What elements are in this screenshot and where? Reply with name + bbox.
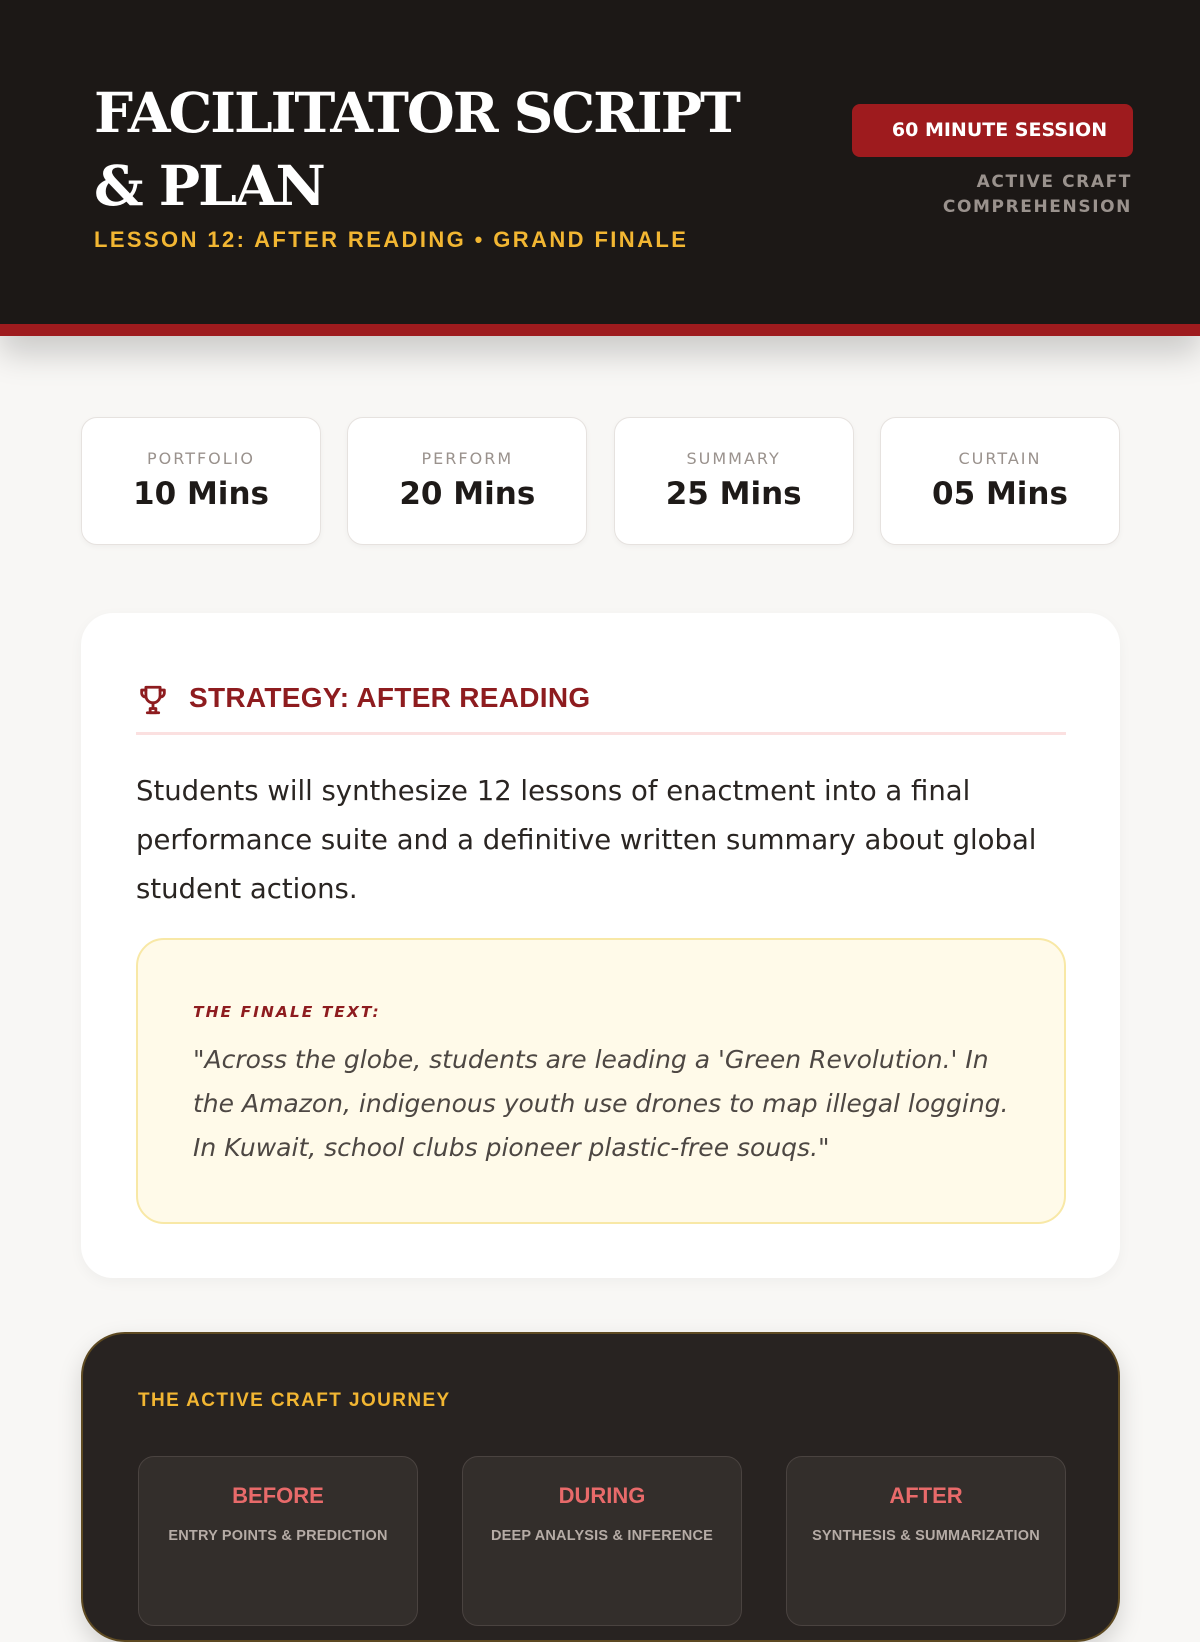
stat-value: 05 Mins (932, 476, 1068, 512)
quote-label: THE FINALE TEXT: (193, 1003, 381, 1021)
finale-text-callout (136, 938, 1066, 1224)
craft-journey-panel (81, 1332, 1120, 1642)
trophy-icon (136, 683, 170, 717)
stat-card-curtain (880, 417, 1120, 545)
journey-step-after (786, 1456, 1066, 1626)
step-name: DURING (558, 1483, 646, 1508)
stat-value: 20 Mins (399, 476, 536, 512)
step-description: ENTRY POINTS & PREDICTION (168, 1528, 388, 1544)
meta-line-2: COMPREHENSION (942, 197, 1132, 217)
strategy-title: STRATEGY: AFTER READING (189, 682, 591, 713)
stat-label: CURTAIN (958, 449, 1042, 468)
journey-title: THE ACTIVE CRAFT JOURNEY (138, 1390, 451, 1411)
page-header (0, 0, 1200, 336)
stat-card-summary (614, 417, 854, 545)
journey-steps (138, 1456, 1066, 1626)
page-title: FACILITATOR SCRIPT & PLAN (94, 80, 739, 218)
step-description: SYNTHESIS & SUMMARIZATION (812, 1528, 1040, 1544)
lesson-subtitle: LESSON 12: AFTER READING • GRAND FINALE (94, 227, 689, 252)
header-meta (832, 170, 1132, 220)
step-description: DEEP ANALYSIS & INFERENCE (490, 1528, 713, 1544)
journey-step-before (138, 1456, 418, 1626)
strategy-description: Students will synthesize 12 lessons of enactment into a final performance suite and a definitive written summary about global student actions. (136, 775, 1037, 905)
journey-step-during (462, 1456, 742, 1626)
stat-card-perform (347, 417, 587, 545)
strategy-card (81, 613, 1120, 1278)
quote-text: "Across the globe, students are leading a 'Green Revolution.' In the Amazon, indigenous youth use drones to map illegal logging. In Kuwait, school clubs pioneer plastic-free souqs." (193, 1045, 1009, 1162)
stat-label: SUMMARY (686, 449, 781, 468)
stat-value: 25 Mins (665, 476, 802, 512)
step-name: BEFORE (232, 1483, 324, 1508)
stat-label: PERFORM (421, 449, 514, 468)
stat-label: PORTFOLIO (147, 449, 255, 468)
strategy-header (136, 669, 1066, 735)
session-duration-badge: 60 MINUTE SESSION (852, 104, 1133, 157)
step-name: AFTER (889, 1483, 963, 1508)
time-breakdown (81, 417, 1120, 545)
stat-value: 10 Mins (133, 476, 269, 512)
meta-line-1: ACTIVE CRAFT (976, 172, 1132, 192)
stat-card-portfolio (81, 417, 321, 545)
